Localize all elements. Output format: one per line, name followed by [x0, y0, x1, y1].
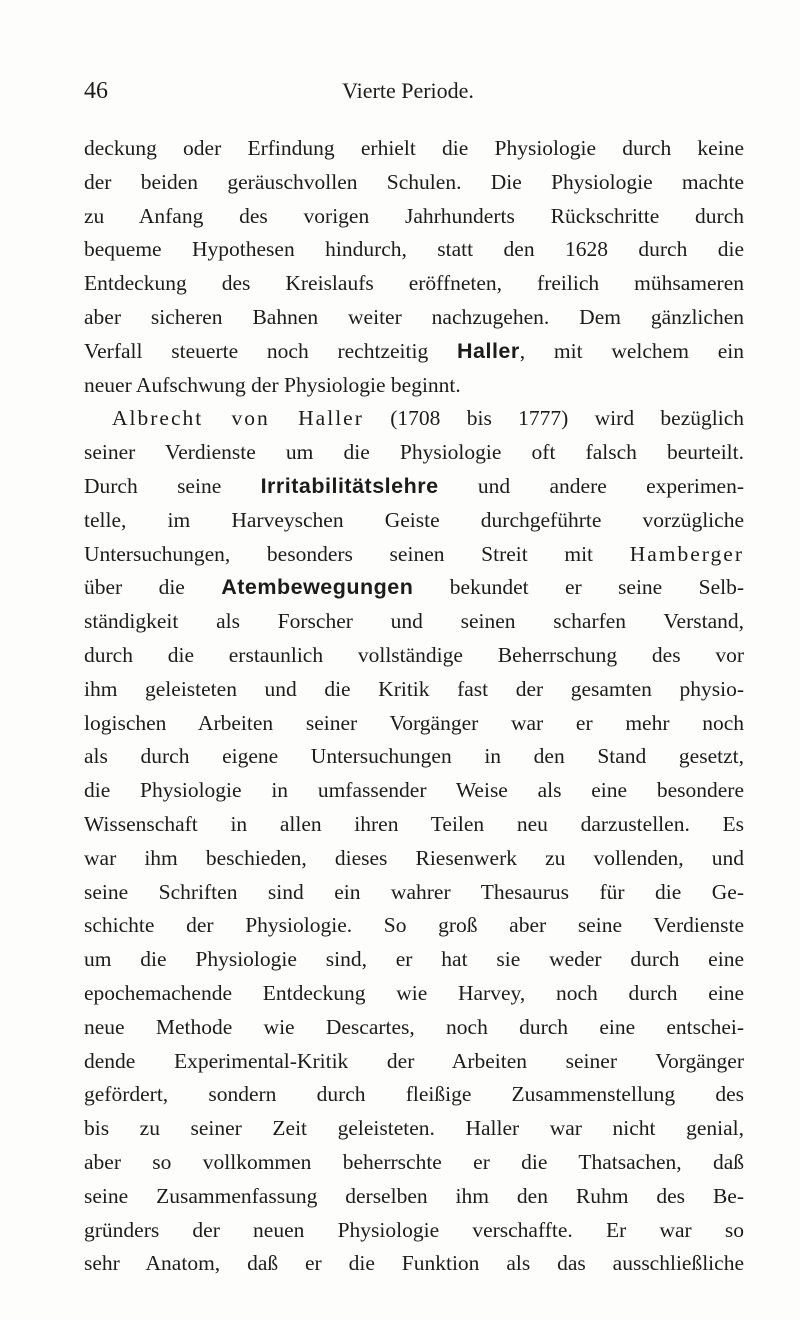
- text-run: logischen Arbeiten seiner Vorgänger war er mehr noch: [84, 710, 744, 735]
- text-run: seine Zusammenfassung derselben ihm den Ruhm des Be-: [84, 1183, 744, 1208]
- text-line: [84, 233, 744, 267]
- text-run: (1708 bis 1777) wird bezüglich: [363, 406, 744, 431]
- text-line: [84, 842, 744, 876]
- text-line: [84, 605, 744, 639]
- text-run: über die: [84, 575, 222, 600]
- text-run: , mit welchem ein: [519, 338, 744, 363]
- text-line: [84, 571, 744, 605]
- text-run: bis zu seiner Zeit geleisteten. Haller war nicht genial,: [84, 1116, 744, 1141]
- text-line: [84, 1214, 744, 1248]
- spaced-name: Hamberger: [629, 541, 744, 566]
- text-run: Wissenschaft in allen ihren Teilen neu darzustellen. Es: [84, 811, 744, 836]
- text-run: die Physiologie in umfassender Weise als eine besondere: [84, 778, 744, 803]
- text-line: [84, 301, 744, 335]
- text-line: [84, 1011, 744, 1045]
- text-line: [84, 335, 744, 369]
- text-line: [84, 707, 744, 741]
- text-run: neuer Aufschwung der Physiologie beginnt.: [84, 372, 461, 397]
- text-line: [84, 1078, 744, 1112]
- text-run: Verfall steuerte noch rechtzeitig: [84, 338, 457, 363]
- text-run: seiner Verdienste um die Physiologie oft falsch beurteilt.: [84, 440, 744, 465]
- text-run: bekundet er seine Selb-: [413, 575, 744, 600]
- text-line: [84, 538, 744, 572]
- text-run: telle, im Harveyschen Geiste durchgeführte vorzügliche: [84, 507, 744, 532]
- text-run: Untersuchungen, besonders seinen Streit mit: [84, 541, 630, 566]
- text-run: bequeme Hypothesen hindurch, statt den 1628 durch die: [84, 237, 744, 262]
- text-run: gründers der neuen Physiologie verschaffte. Er war so: [84, 1217, 744, 1242]
- text-line: [84, 267, 744, 301]
- text-run: dende Experimental-Kritik der Arbeiten seiner Vorgänger: [84, 1048, 744, 1073]
- text-line: [84, 1045, 744, 1079]
- text-run: als durch eigene Untersuchungen in den Stand gesetzt,: [84, 744, 744, 769]
- text-line: [84, 740, 744, 774]
- text-run: durch die erstaunlich vollständige Beherrschung des vor: [84, 642, 744, 667]
- text-run: sehr Anatom, daß er die Funktion als das ausschließliche: [84, 1251, 744, 1276]
- text-line: [84, 943, 744, 977]
- text-line: [84, 977, 744, 1011]
- text-run: deckung oder Erfindung erhielt die Physiologie durch keine: [84, 136, 744, 160]
- body-text: [84, 132, 744, 1281]
- text-line: [84, 369, 744, 403]
- text-line: [84, 200, 744, 234]
- bold-term: Haller: [456, 338, 520, 363]
- text-line: [84, 909, 744, 943]
- text-line: [84, 1112, 744, 1146]
- text-run: und andere experimen-: [438, 473, 744, 498]
- running-head: Vierte Periode.: [342, 78, 474, 103]
- text-run: schichte der Physiologie. So groß aber seine Verdienste: [84, 913, 744, 938]
- text-run: aber sicheren Bahnen weiter nachzugehen. Dem gänzlichen: [84, 304, 744, 329]
- spaced-name: Albrecht von Haller: [112, 406, 364, 431]
- text-line: [84, 1180, 744, 1214]
- text-line: [84, 639, 744, 673]
- text-run: Entdeckung des Kreislaufs eröffneten, freilich mühsameren: [84, 271, 744, 296]
- text-run: neue Methode wie Descartes, noch durch eine entschei-: [84, 1014, 744, 1039]
- text-line: [84, 1247, 744, 1281]
- text-line: [84, 132, 744, 166]
- bold-term: Irritabilitätslehre: [260, 473, 439, 498]
- page-header: [84, 78, 732, 112]
- text-line: [84, 402, 744, 436]
- text-line: [84, 436, 744, 470]
- text-run: der beiden geräuschvollen Schulen. Die Physiologie machte: [84, 169, 744, 194]
- text-line: [84, 470, 744, 504]
- text-line: [84, 673, 744, 707]
- text-run: um die Physiologie sind, er hat sie weder durch eine: [84, 947, 744, 972]
- text-run: ihm geleisteten und die Kritik fast der gesamten physio-: [84, 676, 744, 701]
- page-number: 46: [84, 78, 108, 104]
- text-run: epochemachende Entdeckung wie Harvey, noch durch eine: [84, 980, 744, 1005]
- text-line: [84, 166, 744, 200]
- text-line: [84, 1146, 744, 1180]
- text-run: aber so vollkommen beherrschte er die Thatsachen, daß: [84, 1149, 744, 1174]
- text-line: [84, 774, 744, 808]
- text-line: [84, 504, 744, 538]
- text-run: war ihm beschieden, dieses Riesenwerk zu vollenden, und: [84, 845, 744, 870]
- text-run: Durch seine: [84, 473, 261, 498]
- bold-term: Atembewegungen: [221, 575, 414, 600]
- text-run: gefördert, sondern durch fleißige Zusammenstellung des: [84, 1082, 744, 1107]
- text-run: zu Anfang des vorigen Jahrhunderts Rückschritte durch: [84, 203, 744, 228]
- text-line: [84, 808, 744, 842]
- text-line: [84, 876, 744, 910]
- text-run: ständigkeit als Forscher und seinen scharfen Verstand,: [84, 609, 744, 634]
- text-run: seine Schriften sind ein wahrer Thesaurus für die Ge-: [84, 879, 744, 904]
